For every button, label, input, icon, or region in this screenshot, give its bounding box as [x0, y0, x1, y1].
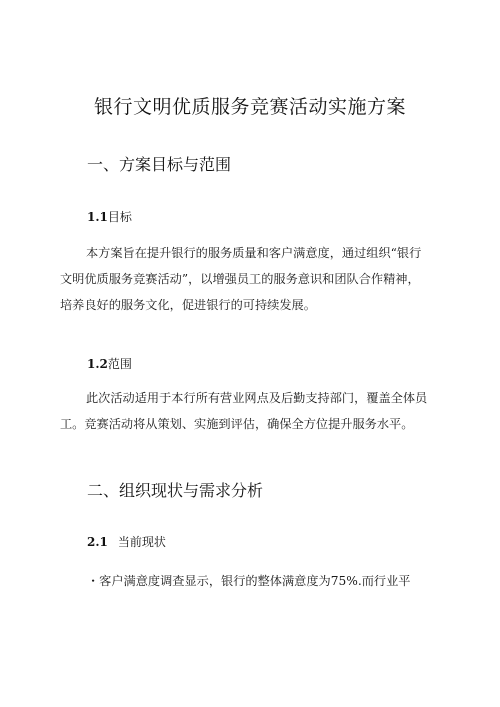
section-number: 2.1 [87, 535, 108, 549]
section-number: 1.1 [87, 210, 108, 224]
paragraph-line: 本方案旨在提升银行的服务质量和客户满意度，通过组织“银行 [86, 246, 422, 260]
section-2-heading: 二、组织现状与需求分析 [87, 481, 264, 500]
document-title: 银行文明优质服务竞赛活动实施方案 [93, 96, 406, 118]
section-1-2-paragraph [60, 385, 443, 437]
section-1-2-heading [87, 355, 132, 372]
bullet-item: ・客户满意度调查显示，银行的整体满意度为75%.而行业平 [87, 574, 411, 588]
section-1-1-heading [87, 208, 132, 225]
section-1-1-paragraph [60, 240, 443, 318]
section-label: 当前现状 [117, 535, 166, 549]
paragraph-line: 此次活动适用于本行所有营业网点及后勤支持部门，覆盖全体员 [86, 391, 428, 405]
paragraph-line: 文明优质服务竞赛活动”，以增强员工的服务意识和团队合作精神， [60, 272, 420, 286]
section-number: 1.2 [87, 357, 108, 371]
paragraph-line: 培养良好的服务文化，促进银行的可持续发展。 [60, 298, 316, 312]
paragraph-line: 工。竞赛活动将从策划、实施到评估，确保全方位提升服务水平。 [60, 417, 414, 431]
section-2-1-heading [87, 533, 166, 550]
section-label: 范围 [107, 357, 132, 371]
section-label: 目标 [107, 210, 132, 224]
section-1-heading: 一、方案目标与范围 [87, 155, 232, 174]
